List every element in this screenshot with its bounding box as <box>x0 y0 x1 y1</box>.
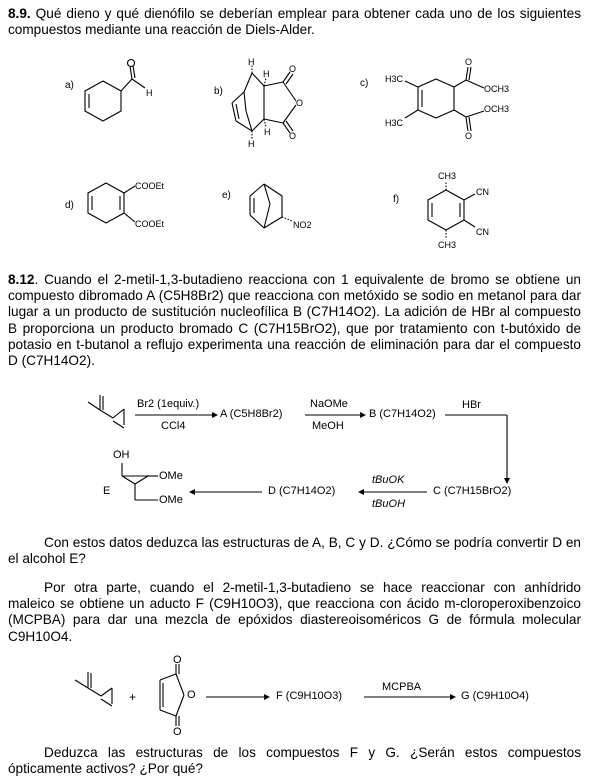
problem-8-12-text: 8.12. Cuando el 2-metil-1,3-butadieno reacciona con 1 equivalente de bromo se obtiene un compuesto dibromado A (C5H8Br2) que reacciona con metóxido se sodio en metanol para dar lugar a un producto de sustitución nucleofílica B (C7H14O2). La adición de HBr al compuesto B proporciona un producto bromado C (C7H15BrO2), que por tratamiento con t-butóxido de potasio en t-butanol a reflujo experimenta una reacción de eliminación para dar el compuesto D (C7H14O2). <box>8 272 581 369</box>
b-h-top-right: H <box>263 69 270 79</box>
reagent-naome: NaOMe <box>310 398 348 410</box>
label-c: c) <box>360 78 369 89</box>
compound-e-label: E <box>103 485 111 497</box>
reagent-tbuok: tBuOK <box>372 474 405 486</box>
paragraph-2: Por otra parte, cuando el 2-metil-1,3-butadieno se hace reaccionar con anhídrido maleico se obtiene un aducto F (C9H10O3), que reacciona con ácido m-cloroperoxibenzoico (MCPBA) para dar una mezcla de epóxidos diastereoisoméricos G de fórmula molecular C9H10O4. <box>8 580 581 644</box>
compound-f: F (C9H10O3) <box>276 690 343 702</box>
compound-a: A (C5H8Br2) <box>220 408 283 420</box>
problem-8-9-text: 8.9. Qué dieno y qué dienófilo se deberían emplear para obtener cada uno de los siguientes compuestos mediante una reacción de Diels-Alder. <box>8 6 581 38</box>
c-o-top: O <box>465 57 473 67</box>
c-och3-bottom: OCH3 <box>484 104 510 114</box>
b-o-bottom: O <box>289 131 297 141</box>
f-ch3-top: CH3 <box>438 171 457 181</box>
label-b: b) <box>214 86 223 97</box>
compound-d: D (C7H14O2) <box>268 485 336 497</box>
e-no2: NO2 <box>293 220 312 230</box>
anhydride-o-bottom: O <box>173 726 182 738</box>
problem-8-12-number: 8.12 <box>8 272 35 287</box>
compound-b: B (C7H14O2) <box>369 408 436 420</box>
question-2: Deduzca las estructuras de los compuestos F y G. ¿Serán estos compuestos ópticamente activos? ¿Por qué? <box>8 745 581 777</box>
label-f: f) <box>393 194 400 205</box>
anhydride-o-top: O <box>173 654 182 666</box>
c-h3c-bottom: H3C <box>385 118 404 128</box>
b-o-ring: O <box>296 98 304 108</box>
label-a: a) <box>65 80 74 91</box>
b-o-top: O <box>289 64 297 74</box>
f-cn-bottom: CN <box>476 227 489 237</box>
c-och3-top: OCH3 <box>484 84 510 94</box>
c-h3c-top: H3C <box>385 74 404 84</box>
b-h-bottom: H <box>248 139 255 149</box>
e-ome-top: OMe <box>159 470 183 482</box>
b-h-bottom-right: H <box>264 127 271 137</box>
f-ch3-bottom: CH3 <box>438 240 457 250</box>
label-d: d) <box>65 200 74 211</box>
e-ome-bottom: OMe <box>159 494 183 506</box>
a-aldehyde-h: H <box>146 88 153 98</box>
compound-c: C (C7H15BrO2) <box>433 485 512 497</box>
problem-8-9-number: 8.9. <box>8 6 31 21</box>
reagent-tbuoh: tBuOH <box>372 498 406 510</box>
plus-sign: + <box>129 690 137 704</box>
reagent-br2: Br2 (1equiv.) <box>137 398 200 410</box>
reagent-hbr: HBr <box>462 399 481 411</box>
label-e: e) <box>222 190 231 201</box>
reagent-mcpba: MCPBA <box>382 681 422 693</box>
d-cooet-bottom: COOEt <box>135 219 165 229</box>
reagent-ccl4: CCl4 <box>161 420 186 432</box>
reagent-meoh: MeOH <box>312 420 344 432</box>
b-h-top: H <box>248 57 255 67</box>
anhydride-o-ring: O <box>187 689 196 701</box>
compound-g: G (C9H10O4) <box>461 690 529 702</box>
c-o-bottom: O <box>465 131 473 141</box>
question-1: Con estos datos deduzca las estructuras de A, B, C y D. ¿Cómo se podría convertir D en el alcohol E? <box>8 535 581 567</box>
d-cooet-top: COOEt <box>135 181 165 191</box>
f-cn-top: CN <box>476 187 489 197</box>
e-oh: OH <box>113 449 130 461</box>
